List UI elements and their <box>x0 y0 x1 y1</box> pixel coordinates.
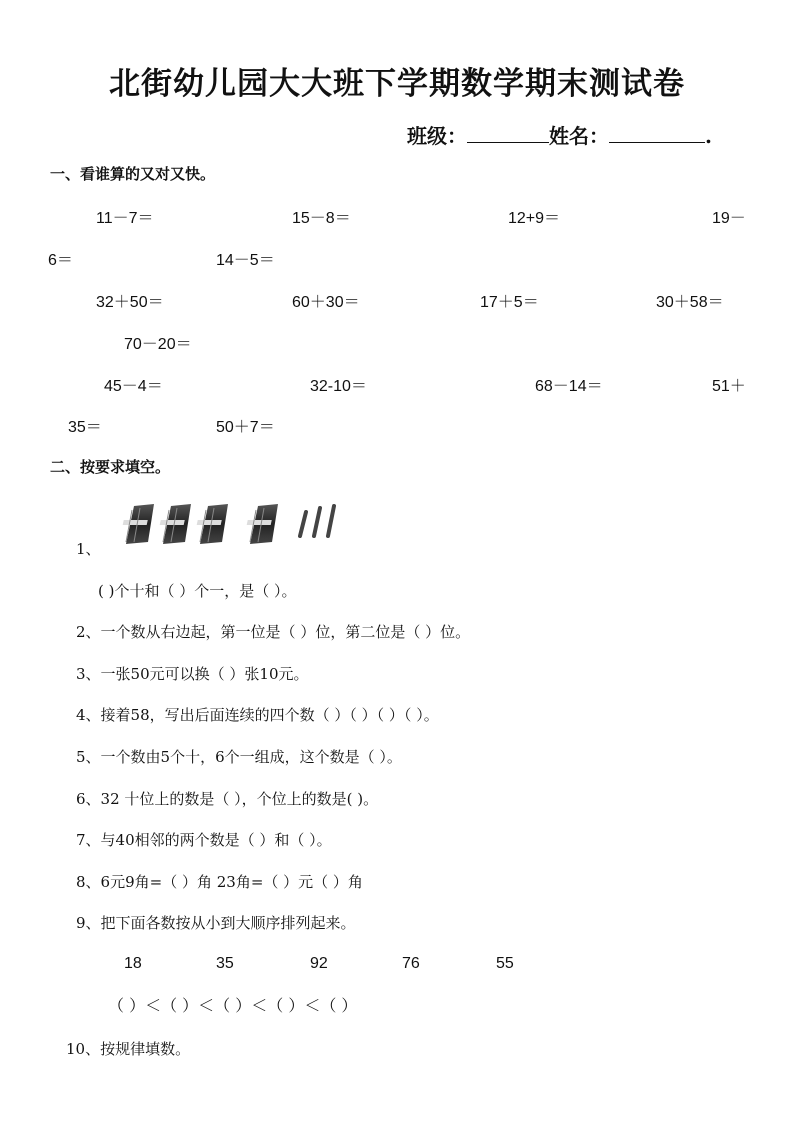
problem: 12+9＝ <box>508 210 561 227</box>
order-blanks: （ ）＜（ ）＜（ ）＜（ ）＜（ ） <box>108 996 358 1015</box>
class-field[interactable] <box>467 124 549 143</box>
question-6: 6、32 十位上的数是（ ），个位上的数是( )。 <box>76 790 379 808</box>
question-9: 9、把下面各数按从小到大顺序排列起来。 <box>76 914 356 932</box>
problem: 45－4＝ <box>104 378 163 395</box>
number-item: 35 <box>216 955 234 972</box>
bundle-icon <box>247 504 278 544</box>
section2-heading: 二、按要求填空。 <box>50 458 171 476</box>
question-10: 10、按规律填数。 <box>66 1040 191 1058</box>
question-4: 4、接着58，写出后面连续的四个数（ ）（ ）（ ）（ ）。 <box>76 706 439 724</box>
problem: 32-10＝ <box>310 378 367 395</box>
bundle-icon <box>160 504 191 544</box>
bundle-icon <box>197 504 228 544</box>
problem: 17＋5＝ <box>480 294 539 311</box>
number-item: 55 <box>496 955 514 972</box>
name-label: 姓名： <box>549 124 610 148</box>
number-item: 92 <box>310 955 328 972</box>
problem: 32＋50＝ <box>96 294 164 311</box>
section1-heading: 一、看谁算的又对又快。 <box>50 165 216 183</box>
problem: 19－ <box>712 210 746 227</box>
problem: 14－5＝ <box>216 252 275 269</box>
stick-bundles-image <box>120 500 350 550</box>
question-8: 8、6元9角=（ ）角 23角=（ ）元（ ）角 <box>76 873 363 891</box>
question-1-number: 1、 <box>76 540 101 558</box>
info-end: . <box>705 124 712 148</box>
question-2: 2、一个数从右边起，第一位是（ ）位，第二位是（ ）位。 <box>76 623 471 641</box>
number-item: 76 <box>402 955 420 972</box>
problem: 15－8＝ <box>292 210 351 227</box>
question-7: 7、与40相邻的两个数是（ ）和（ ）。 <box>76 831 332 849</box>
problem: 11－7＝ <box>96 210 154 227</box>
bundle-icon <box>123 504 154 544</box>
student-info <box>407 120 712 149</box>
problem: 30＋58＝ <box>656 294 724 311</box>
question-5: 5、一个数由5个十，6个一组成，这个数是（ ）。 <box>76 748 402 766</box>
question-1-text: ( )个十和（ ）个一，是（ ）。 <box>98 582 297 600</box>
problem: 51＋ <box>712 378 746 395</box>
number-item: 18 <box>124 955 142 972</box>
problem: 60＋30＝ <box>292 294 360 311</box>
problem: 50＋7＝ <box>216 419 275 436</box>
class-label: 班级： <box>407 124 468 148</box>
question-3: 3、一张50元可以换（ ）张10元。 <box>76 665 309 683</box>
page-title: 北街幼儿园大大班下学期数学期末测试卷 <box>109 66 685 102</box>
single-sticks-icon <box>300 506 334 536</box>
problem: 35＝ <box>68 419 102 436</box>
name-field[interactable] <box>609 124 705 143</box>
problem: 70－20＝ <box>124 336 192 353</box>
problem: 6＝ <box>48 252 73 269</box>
problem: 68－14＝ <box>535 378 603 395</box>
